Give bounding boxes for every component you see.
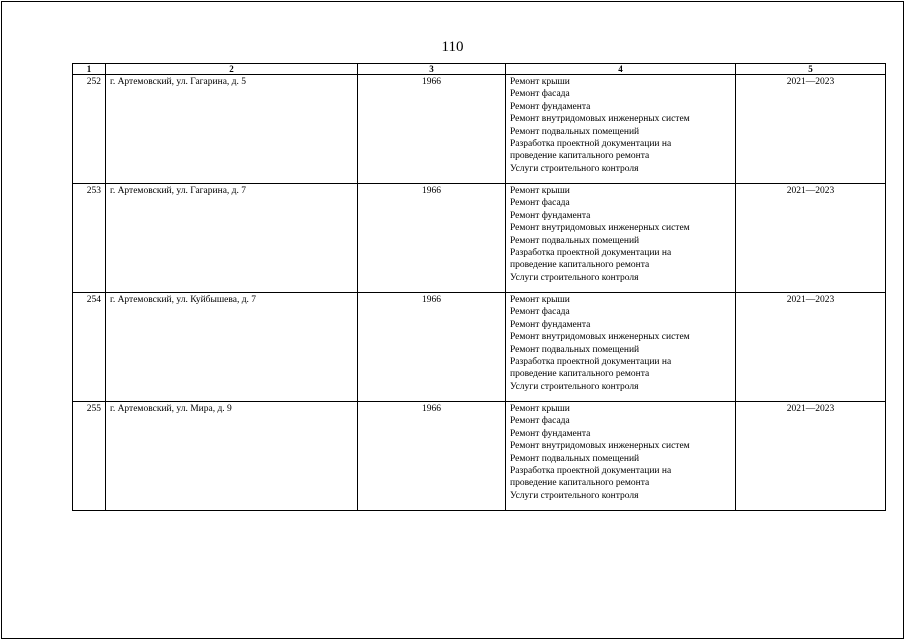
work-item: Ремонт крыши [510, 77, 570, 87]
table-row [73, 402, 886, 511]
work-item: Ремонт крыши [510, 295, 570, 305]
row-number: 253 [73, 184, 106, 293]
work-item: Разработка проектной документации на [510, 466, 672, 477]
work-item: Ремонт крыши [510, 186, 570, 196]
row-period: 2021—2023 [736, 293, 886, 402]
table-header-row [73, 64, 886, 75]
work-item: Ремонт внутридомовых инженерных систем [510, 223, 690, 234]
work-item: Разработка проектной документации на [510, 248, 672, 259]
row-works [506, 293, 736, 402]
work-item: проведение капитального ремонта [510, 478, 650, 489]
work-item: Ремонт фасада [510, 307, 570, 318]
work-item: Ремонт фундамента [510, 210, 591, 221]
column-header: 2 [106, 64, 358, 75]
work-item: Ремонт фасада [510, 198, 570, 209]
row-year: 1966 [358, 402, 506, 511]
work-item: Ремонт фундамента [510, 319, 591, 330]
work-item: Ремонт внутридомовых инженерных систем [510, 114, 690, 125]
work-item: проведение капитального ремонта [510, 151, 650, 162]
register-table [72, 63, 886, 511]
document-page [1, 1, 904, 639]
row-year: 1966 [358, 184, 506, 293]
work-item: Ремонт фасада [510, 89, 570, 100]
table-row [73, 184, 886, 293]
row-year: 1966 [358, 75, 506, 184]
work-item: Ремонт внутридомовых инженерных систем [510, 441, 690, 452]
column-header: 5 [736, 64, 886, 75]
row-address: г. Артемовский, ул. Гагарина, д. 7 [106, 184, 358, 293]
work-item: Ремонт подвальных помещений [510, 235, 640, 246]
work-item: Ремонт подвальных помещений [510, 344, 640, 355]
work-item: Разработка проектной документации на [510, 139, 672, 150]
column-header: 3 [358, 64, 506, 75]
row-works [506, 75, 736, 184]
row-works [506, 184, 736, 293]
work-item: Услуги строительного контроля [510, 490, 639, 501]
table-row [73, 75, 886, 184]
row-number: 254 [73, 293, 106, 402]
work-item: Услуги строительного контроля [510, 381, 639, 392]
work-item: Услуги строительного контроля [510, 272, 639, 283]
row-address: г. Артемовский, ул. Куйбышева, д. 7 [106, 293, 358, 402]
row-number: 252 [73, 75, 106, 184]
page-number: 110 [441, 39, 464, 55]
table-row [73, 293, 886, 402]
work-item: проведение капитального ремонта [510, 369, 650, 380]
work-item: Ремонт крыши [510, 404, 570, 414]
row-address: г. Артемовский, ул. Мира, д. 9 [106, 402, 358, 511]
work-item: Ремонт внутридомовых инженерных систем [510, 332, 690, 343]
row-address: г. Артемовский, ул. Гагарина, д. 5 [106, 75, 358, 184]
work-item: проведение капитального ремонта [510, 260, 650, 271]
row-period: 2021—2023 [736, 402, 886, 511]
row-year: 1966 [358, 293, 506, 402]
work-item: Ремонт подвальных помещений [510, 453, 640, 464]
work-item: Ремонт фасада [510, 416, 570, 427]
work-item: Разработка проектной документации на [510, 357, 672, 368]
row-period: 2021—2023 [736, 184, 886, 293]
work-item: Ремонт фундамента [510, 101, 591, 112]
work-item: Услуги строительного контроля [510, 163, 639, 174]
work-item: Ремонт фундамента [510, 428, 591, 439]
work-item: Ремонт подвальных помещений [510, 126, 640, 137]
row-number: 255 [73, 402, 106, 511]
row-works [506, 402, 736, 511]
column-header: 4 [506, 64, 736, 75]
column-header: 1 [73, 64, 106, 75]
row-period: 2021—2023 [736, 75, 886, 184]
